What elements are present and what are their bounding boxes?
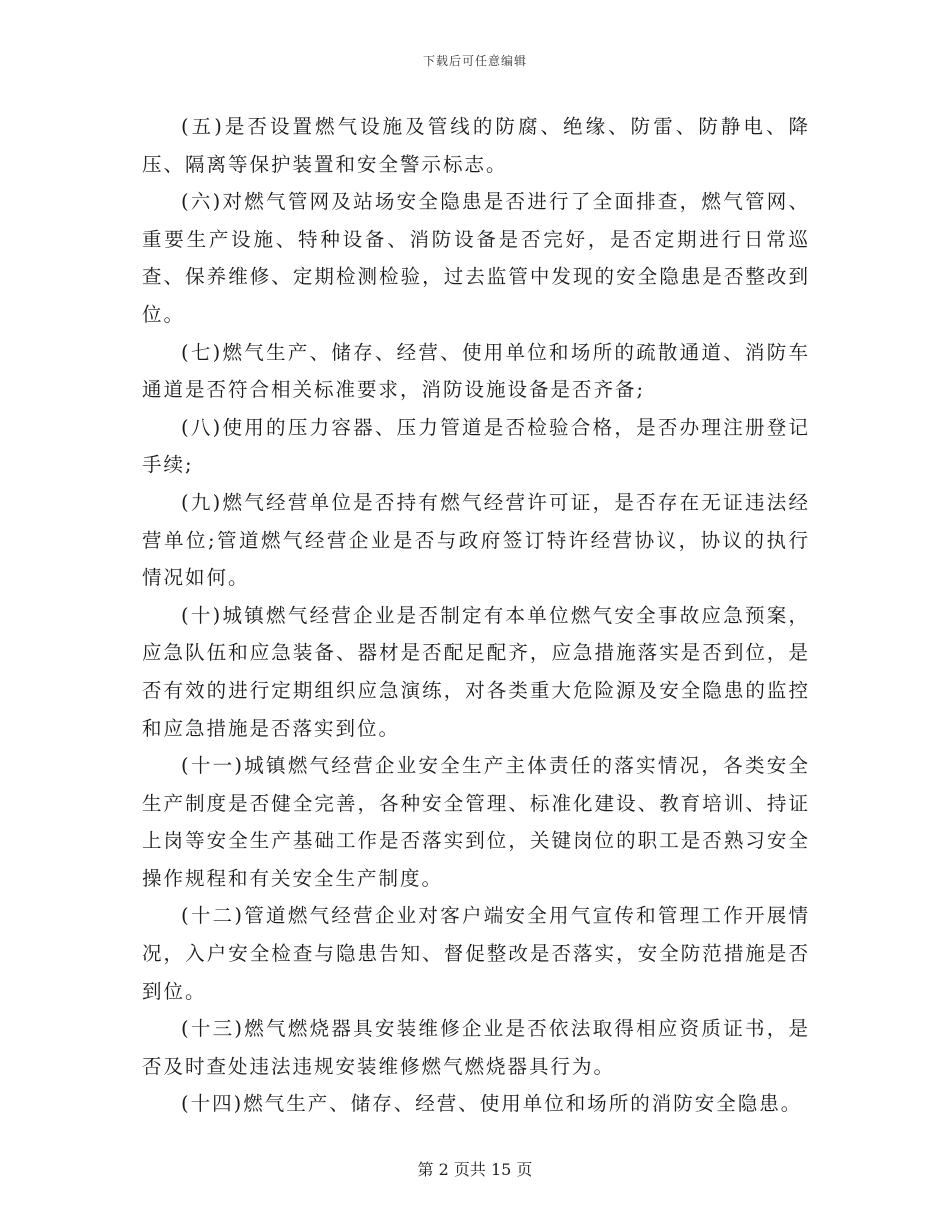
paragraph-8: (八)使用的压力容器、压力管道是否检验合格，是否办理注册登记手续; (142, 415, 810, 477)
paragraph-5: (五)是否设置燃气设施及管线的防腐、绝缘、防雷、防静电、降压、隔离等保护装置和安全警示标志。 (142, 115, 810, 176)
page-header: 下载后可任意编辑 (422, 54, 527, 68)
paragraph-10: (十)城镇燃气经营企业是否制定有本单位燃气安全事故应急预案，应急队伍和应急装备、器材是否配足配齐，应急措施落实是否到位，是否有效的进行定期组织应急演练，对各类重大危险源及安全隐患的监控和应急措施是否落实到位。 (142, 603, 810, 740)
paragraph-6: (六)对燃气管网及站场安全隐患是否进行了全面排查，燃气管网、重要生产设施、特种设备、消防设备是否完好，是否定期进行日常巡查、保养维修、定期检测检验，过去监管中发现的安全隐患是否整改到位。 (142, 190, 810, 326)
paragraph-13: (十三)燃气燃烧器具安装维修企业是否依法取得相应资质证书，是否及时查处违法违规安装维修燃气燃烧器具行为。 (142, 1017, 810, 1078)
paragraph-9: (九)燃气经营单位是否持有燃气经营许可证，是否存在无证违法经营单位;管道燃气经营企业是否与政府签订特许经营协议，协议的执行情况如何。 (142, 490, 810, 590)
page-footer: 第 2 页共 15 页 (417, 1160, 533, 1179)
paragraph-11: (十一)城镇燃气经营企业安全生产主体责任的落实情况，各类安全生产制度是否健全完善，各种安全管理、标准化建设、教育培训、持证上岗等安全生产基础工作是否落实到位，关键岗位的职工是否熟习安全操作规程和有关安全生产制度。 (142, 754, 810, 890)
paragraph-12: (十二)管道燃气经营企业对客户端安全用气宣传和管理工作开展情况，入户安全检查与隐患告知、督促整改是否落实，安全防范措施是否到位。 (142, 904, 810, 1003)
document-body (142, 108, 810, 1123)
paragraph-7: (七)燃气生产、储存、经营、使用单位和场所的疏散通道、消防车通道是否符合相关标准要求，消防设施设备是否齐备; (142, 340, 810, 402)
paragraph-14: (十四)燃气生产、储存、经营、使用单位和场所的消防安全隐患。 (181, 1092, 803, 1116)
